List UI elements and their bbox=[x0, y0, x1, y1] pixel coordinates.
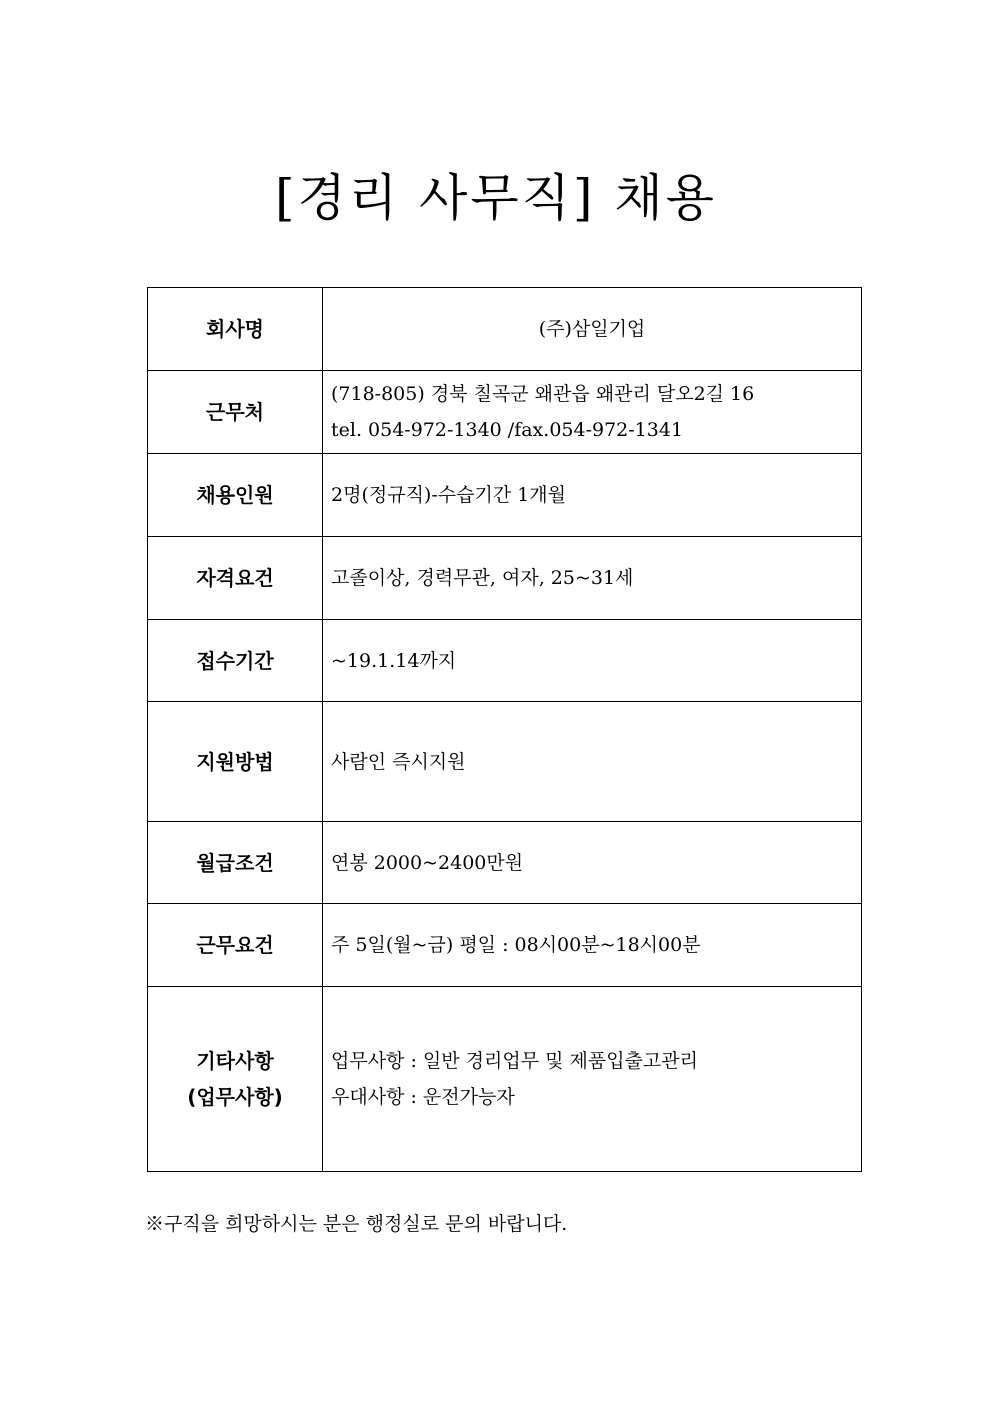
duties-line: 업무사항 : 일반 경리업무 및 제품입출고관리 bbox=[331, 1050, 698, 1072]
other-value bbox=[323, 987, 862, 1172]
footer-note: ※구직을 희망하시는 분은 행정실로 문의 바랍니다. bbox=[145, 1213, 568, 1235]
headcount-value: 2명(정규직)-수습기간 1개월 bbox=[323, 454, 862, 537]
salary-value: 연봉 2000~2400만원 bbox=[323, 822, 862, 904]
work-conditions-label: 근무요건 bbox=[148, 904, 323, 987]
workplace-value bbox=[323, 371, 862, 454]
workplace-label: 근무처 bbox=[148, 371, 323, 454]
company-name-value: (주)삼일기업 bbox=[323, 288, 862, 371]
application-period-value: ~19.1.14까지 bbox=[323, 620, 862, 702]
table-row-application-method bbox=[148, 702, 862, 822]
table-row-other bbox=[148, 987, 862, 1172]
table-row-workplace bbox=[148, 371, 862, 454]
preference-line: 우대사항 : 운전가능자 bbox=[331, 1086, 515, 1108]
qualifications-value: 고졸이상, 경력무관, 여자, 25~31세 bbox=[323, 537, 862, 620]
table-row-work-conditions bbox=[148, 904, 862, 987]
application-method-label: 지원방법 bbox=[148, 702, 323, 822]
workplace-contact: tel. 054-972-1340 /fax.054-972-1341 bbox=[331, 419, 684, 441]
other-label: 기타사항 (업무사항) bbox=[148, 987, 323, 1172]
page-title: [경리 사무직] 채용 bbox=[275, 169, 717, 227]
application-method-value: 사람인 즉시지원 bbox=[323, 702, 862, 822]
recruitment-info-table bbox=[147, 287, 862, 1172]
work-conditions-value: 주 5일(월~금) 평일 : 08시00분~18시00분 bbox=[323, 904, 862, 987]
workplace-address: (718-805) 경북 칠곡군 왜관읍 왜관리 달오2길 16 bbox=[331, 383, 755, 405]
application-period-label: 접수기간 bbox=[148, 620, 323, 702]
table-row-qualifications bbox=[148, 537, 862, 620]
table-row-salary bbox=[148, 822, 862, 904]
qualifications-label: 자격요건 bbox=[148, 537, 323, 620]
salary-label: 월급조건 bbox=[148, 822, 323, 904]
table-row-application-period bbox=[148, 620, 862, 702]
table-row-company bbox=[148, 288, 862, 371]
headcount-label: 채용인원 bbox=[148, 454, 323, 537]
company-name-label: 회사명 bbox=[148, 288, 323, 371]
table-row-headcount bbox=[148, 454, 862, 537]
